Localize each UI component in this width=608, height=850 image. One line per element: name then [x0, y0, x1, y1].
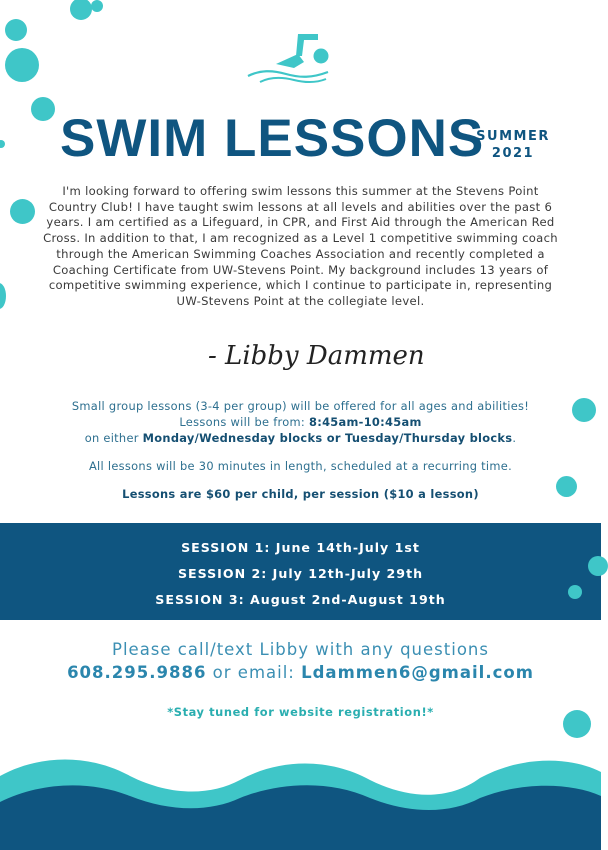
bubble-decoration: [10, 199, 35, 224]
bubble-decoration: [5, 48, 39, 82]
waves-decoration: [0, 752, 601, 850]
sessions-list: [0, 535, 601, 613]
contact-details: [0, 661, 601, 684]
hours-prefix: Lessons will be from:: [179, 415, 309, 429]
season-year: 2021: [491, 146, 535, 161]
bubble-decoration: [31, 97, 55, 121]
session-item: SESSION 3: August 2nd-August 19th: [155, 592, 446, 607]
session-item: SESSION 1: June 14th-July 1st: [181, 540, 420, 555]
bubble-decoration: [572, 398, 596, 422]
season-word: SUMMER: [476, 129, 550, 144]
blocks-suffix: .: [512, 431, 517, 445]
season-label: [474, 128, 552, 162]
bubble-decoration: [5, 19, 27, 41]
info-line-blocks: [30, 430, 571, 446]
bubble-decoration: [568, 585, 582, 599]
contact-separator: or email:: [206, 663, 302, 682]
registration-note: *Stay tuned for website registration!*: [167, 705, 434, 719]
info-line-hours: [30, 414, 571, 430]
bubble-decoration: [0, 140, 5, 148]
contact-prompt: Please call/text Libby with any questions: [112, 640, 489, 659]
lesson-info: [30, 398, 571, 502]
blocks-prefix: on either: [84, 431, 143, 445]
signature-text: - Libby Dammen: [208, 341, 425, 371]
hours-time: 8:45am-10:45am: [308, 415, 422, 429]
bubble-decoration: [70, 0, 92, 20]
signature: [200, 328, 425, 386]
bubble-decoration: [91, 0, 103, 12]
swimmer-logo-icon: [246, 30, 330, 90]
contact-block: [0, 638, 601, 684]
phone-number[interactable]: 608.295.9886: [67, 663, 207, 682]
bubble-decoration: [588, 556, 608, 576]
session-item: SESSION 2: July 12th-July 29th: [177, 566, 424, 581]
email-address[interactable]: Ldammen6@gmail.com: [301, 663, 534, 682]
bubble-decoration: [0, 283, 6, 309]
blocks-days: Monday/Wednesday blocks or Tuesday/Thursday blocks: [142, 431, 513, 445]
intro-paragraph: I'm looking forward to offering swim lessons this summer at the Stevens Point Country Club! I have taught swim lessons at all levels and abilities over the past 6 years. I am certified as a Lifeguard, in CPR, and First Aid through the American Red Cross. In addition to that, I am recognized as a Level 1 competitive swimming coach through the American Swimming Coaches Association and recently completed a Coaching Certificate from UW-Stevens Point. My background includes 13 years of competitive swimming experience, which I continue to participate in, representing UW-Stevens Point at the collegiate level.: [43, 184, 558, 308]
info-line-groups: Small group lessons (3-4 per group) will be offered for all ages and abilities!: [71, 399, 530, 413]
page-title: SWIM LESSONS: [60, 109, 485, 168]
info-line-length: All lessons will be 30 minutes in length, scheduled at a recurring time.: [88, 459, 513, 473]
price-line: Lessons are $60 per child, per session ($10 a lesson): [122, 487, 479, 501]
